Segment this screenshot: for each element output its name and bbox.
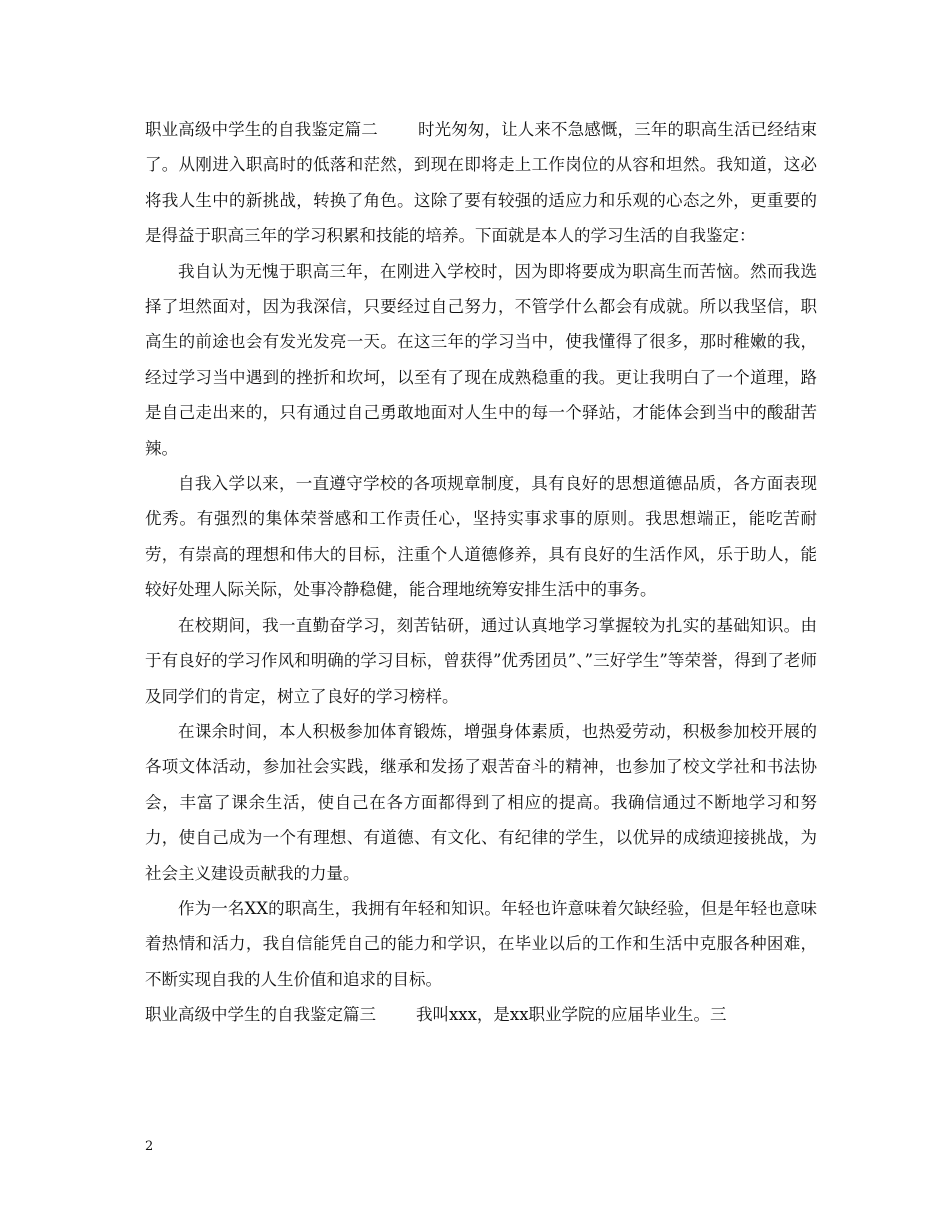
body-paragraph-3: 在校期间，我一直勤奋学习，刻苦钻研，通过认真地学习掌握较为扎实的基础知识。由于有良好的学习作风和明确的学习目标，曾获得”优秀团员”、”三好学生”等荣誉，得到了老师及同学们的肯定，树立了良好的学习榜样。 (145, 615, 817, 706)
body-paragraph-5: 作为一名XX的职高生，我拥有年轻和知识。年轻也许意味着欠缺经验，但是年轻也意味着热情和活力，我自信能凭自己的能力和学识，在毕业以后的工作和生活中克服各种困难，不断实现自我的人生价值和追求的目标。 (145, 898, 817, 989)
section-2-block (145, 112, 817, 254)
section-3-heading: 职业高级中学生的自我鉴定篇三 (145, 1005, 376, 1025)
section-2-intro: 时光匆匆，让人来不急感慨，三年的职高生活已经结束了。从刚进入职高时的低落和茫然，到现在即将走上工作岗位的从容和坦然。我知道，这必将我人生中的新挑战，转换了角色。这除了要有较强的适应力和乐观的心态之外，更重要的是得益于职高三年的学习积累和技能的培养。下面就是本人的学习生活的自我鉴定： (145, 120, 818, 246)
body-paragraph-4: 在课余时间，本人积极参加体育锻炼，增强身体素质，也热爱劳动，积极参加校开展的各项文体活动，参加社会实践，继承和发扬了艰苦奋斗的精神，也参加了校文学社和书法协会，丰富了课余生活，使自己在各方面都得到了相应的提高。我确信通过不断地学习和努力，使自己成为一个有理想、有道德、有文化、有纪律的学生，以优异的成绩迎接挑战，为社会主义建设贡献我的力量。 (145, 721, 817, 883)
body-paragraph-2: 自我入学以来，一直遵守学校的各项规章制度，具有良好的思想道德品质，各方面表现优秀。有强烈的集体荣誉感和工作责任心，坚持实事求事的原则。我思想端正，能吃苦耐劳，有崇高的理想和伟大的目标，注重个人道德修养，具有良好的生活作风，乐于助人，能较好处理人际关际，处事冷静稳健，能合理地统筹安排生活中的事务。 (145, 474, 817, 600)
document-body (145, 112, 817, 1033)
section-2-heading: 职业高级中学生的自我鉴定篇二 (145, 120, 378, 139)
section-3-block (145, 997, 817, 1032)
body-paragraph-1: 我自认为无愧于职高三年，在刚进入学校时，因为即将要成为职高生而苦恼。然而我选择了坦然面对，因为我深信，只要经过自己努力，不管学什么都会有成就。所以我坚信，职高生的前途也会有发光发亮一天。在这三年的学习当中，使我懂得了很多，那时稚嫩的我，经过学习当中遇到的挫折和坎坷，以至有了现在成熟稳重的我。更让我明白了一个道理，路是自己走出来的，只有通过自己勇敢地面对人生中的每一个驿站，才能体会到当中的酸甜苦辣。 (145, 261, 817, 458)
page-number: 2 (145, 1139, 154, 1154)
section-3-intro: 我叫xxx，是xx职业学院的应届毕业生。三 (416, 1005, 727, 1025)
